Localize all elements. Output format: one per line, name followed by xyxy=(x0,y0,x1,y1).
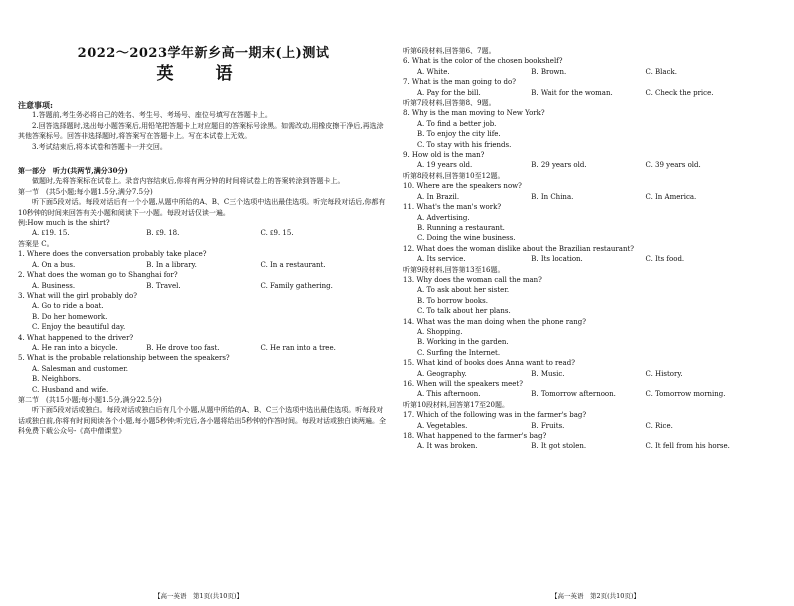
option: B. Brown. xyxy=(531,67,567,76)
question-list xyxy=(18,249,389,395)
option: C. 39 years old. xyxy=(645,161,701,170)
part1-intro: 做题时,先将答案标在试卷上。录音内容结束后,你将有两分钟的时间将试卷上的答案转涂到答题卡上。 xyxy=(32,177,345,186)
material-intro: 听第9段材料,回答第13至16题。 xyxy=(403,265,505,274)
page-footer: 【高一英语 第1页(共10页)】 xyxy=(154,592,243,600)
option: A. Its service. xyxy=(417,255,466,264)
option: A. Shopping. xyxy=(417,327,463,336)
question-stem: 2. What does the woman go to Shanghai for? xyxy=(18,271,178,280)
option: C. It fell from his horse. xyxy=(645,442,730,451)
option: C. To stay with his friends. xyxy=(417,140,512,149)
notice-item: 2.回答选择题时,选出每小题答案后,用铅笔把答题卡上对应题目的答案标号涂黑。如需改动,用橡皮擦干净后,再选涂其他答案标号。回答非选择题时,将答案写在答题卡上。写在本试卷上无效。 xyxy=(18,121,384,141)
option-row xyxy=(403,192,774,202)
option: A. Vegetables. xyxy=(417,421,468,430)
option: A. To find a better job. xyxy=(417,119,497,128)
option: A. Business. xyxy=(32,281,76,290)
option: A. White. xyxy=(417,67,450,76)
example-options xyxy=(18,228,389,238)
option: C. History. xyxy=(645,369,683,378)
option-row xyxy=(18,260,389,270)
question-stem: 17. Which of the following was in the farmer's bag? xyxy=(403,411,587,420)
option-row xyxy=(403,254,774,264)
option: B. He drove too fast. xyxy=(146,343,220,352)
option: B. In a library. xyxy=(146,260,197,269)
material-intro: 听第8段材料,回答第10至12题。 xyxy=(403,171,505,180)
question-stem: 7. What is the man going to do? xyxy=(403,78,516,87)
question-stem: 15. What kind of books does Anna want to read? xyxy=(403,359,575,368)
option: C. In a restaurant. xyxy=(260,260,326,269)
option: B. Wait for the woman. xyxy=(531,88,613,97)
section2-intro: 听下面5段对话或独白。每段对话或独白后有几个小题,从题中所给的A、B、C三个选项中选出最佳选项。听每段对话或独白前,你将有时间阅读各个小题,每小题5秒钟;听完后,各小题将给出5秒钟的作答时间。每段对话或独白读两遍。全科免费下载公众号-《高中僧课堂》 xyxy=(18,406,386,436)
option: A. Salesman and customer. xyxy=(32,364,129,373)
notice-item: 3.考试结束后,将本试卷和答题卡一并交回。 xyxy=(32,142,167,151)
option: B. Travel. xyxy=(146,281,181,290)
exam-page-2 xyxy=(397,0,794,606)
option: A. Pay for the bill. xyxy=(417,88,481,97)
question-stem: 4. What happened to the driver? xyxy=(18,333,134,342)
option: B. It got stolen. xyxy=(531,442,587,451)
option-row xyxy=(403,389,774,399)
option: A. He ran into a bicycle. xyxy=(32,343,118,352)
question-stem: 12. What does the woman dislike about the Brazilian restaurant? xyxy=(403,244,635,253)
option: B. Fruits. xyxy=(531,421,565,430)
option: B. Music. xyxy=(531,369,565,378)
material-intro: 听第6段材料,回答第6、7题。 xyxy=(403,47,496,55)
page-2-column xyxy=(403,0,774,452)
section1-intro: 听下面5段对话。每段对话后有一个小题,从题中所给的A、B、C三个选项中选出最佳选项。听完每段对话后,你都有10秒钟的时间来回答有关小题和阅读下一小题。每段对话仅读一遍。 xyxy=(18,198,386,217)
option-row xyxy=(403,160,774,170)
option: C. Black. xyxy=(645,67,677,76)
subject-title: 英 语 xyxy=(156,64,251,84)
option: B. Neighbors. xyxy=(32,375,81,384)
option: C. Family gathering. xyxy=(260,281,333,290)
option-row xyxy=(403,369,774,379)
question-stem: 16. When will the speakers meet? xyxy=(403,380,523,388)
option: B. To borrow books. xyxy=(417,296,488,305)
option-row xyxy=(403,88,774,98)
question-stem: 14. What was the man doing when the phone rang? xyxy=(403,317,587,326)
option: C. ₤9. 15. xyxy=(260,229,294,238)
option: C. Check the price. xyxy=(645,88,714,97)
question-stem: 11. What's the man's work? xyxy=(403,203,502,212)
option-row xyxy=(18,281,389,291)
option: C. Husband and wife. xyxy=(32,385,109,394)
option: A. ₤19. 15. xyxy=(32,229,70,238)
question-stem: 3. What will the girl probably do? xyxy=(18,291,138,300)
notice-heading: 注意事项: xyxy=(18,100,53,110)
section2-heading: 第二节 (共15小题;每小题1.5分,满分22.5分) xyxy=(18,395,162,404)
question-stem: 9. How old is the man? xyxy=(403,151,485,160)
page-footer: 【高一英语 第2页(共10页)】 xyxy=(551,592,640,600)
material-intro: 听第10段材料,回答第17至20题。 xyxy=(403,400,509,409)
option: A. It was broken. xyxy=(417,442,478,451)
option: A. In Brazil. xyxy=(417,192,460,201)
option: B. Running a restaurant. xyxy=(417,223,505,232)
option: B. Working in the garden. xyxy=(417,338,509,347)
exam-title: 2022～2023学年新乡高一期末(上)测试 xyxy=(77,46,330,61)
option: B. 29 years old. xyxy=(531,161,587,170)
option: C. In America. xyxy=(645,192,697,201)
option: A. To ask about her sister. xyxy=(417,286,510,295)
part1-heading: 第一部分 听力(共两节,满分30分) xyxy=(18,166,128,176)
option-row xyxy=(403,441,774,451)
page-1-column xyxy=(18,0,389,437)
option-row xyxy=(403,421,774,431)
option: B. Its location. xyxy=(531,255,583,264)
example-answer: 答案是 C。 xyxy=(18,239,54,248)
material-intro: 听第7段材料,回答第8、9题。 xyxy=(403,99,496,108)
option: A. This afternoon. xyxy=(417,390,481,399)
question-list xyxy=(403,46,774,452)
question-stem: 5. What is the probable relationship between the speakers? xyxy=(18,354,230,363)
notice-item: 1.答题前,考生务必将自己的姓名、考生号、考场号、座位号填写在答题卡上。 xyxy=(32,111,272,120)
option: A. 19 years old. xyxy=(417,161,473,170)
section1-heading: 第一节 (共5小题;每小题1.5分,满分7.5分) xyxy=(18,187,153,196)
option-row xyxy=(403,67,774,77)
question-stem: 6. What is the color of the chosen bookshelf? xyxy=(403,57,563,66)
option: B. To enjoy the city life. xyxy=(417,130,501,139)
option: B. Tomorrow afternoon. xyxy=(531,390,616,399)
option: A. Geography. xyxy=(417,369,467,378)
option: C. He ran into a tree. xyxy=(260,343,336,352)
question-stem: 18. What happened to the farmer's bag? xyxy=(403,432,547,441)
question-stem: 10. Where are the speakers now? xyxy=(403,182,522,191)
option: B. ₤9. 18. xyxy=(146,229,180,238)
option: A. Go to ride a boat. xyxy=(32,302,104,311)
option: C. Tomorrow morning. xyxy=(645,390,726,399)
question-stem: 8. Why is the man moving to New York? xyxy=(403,109,545,118)
option: A. On a bus. xyxy=(32,260,76,269)
option: C. Doing the wine business. xyxy=(417,234,516,243)
question-stem: 13. Why does the woman call the man? xyxy=(403,275,542,284)
option: A. Advertising. xyxy=(417,213,470,222)
option: C. Enjoy the beautiful day. xyxy=(32,323,126,332)
question-stem: 1. Where does the conversation probably take place? xyxy=(18,250,207,259)
option-row xyxy=(18,343,389,353)
option: B. Do her homework. xyxy=(32,312,108,321)
option: C. To talk about her plans. xyxy=(417,307,511,316)
option: B. In China. xyxy=(531,192,574,201)
option: C. Its food. xyxy=(645,255,685,264)
option: C. Surfing the Internet. xyxy=(417,348,501,357)
option: C. Rice. xyxy=(645,421,673,430)
example-question: 例:How much is the shirt? xyxy=(18,219,110,228)
